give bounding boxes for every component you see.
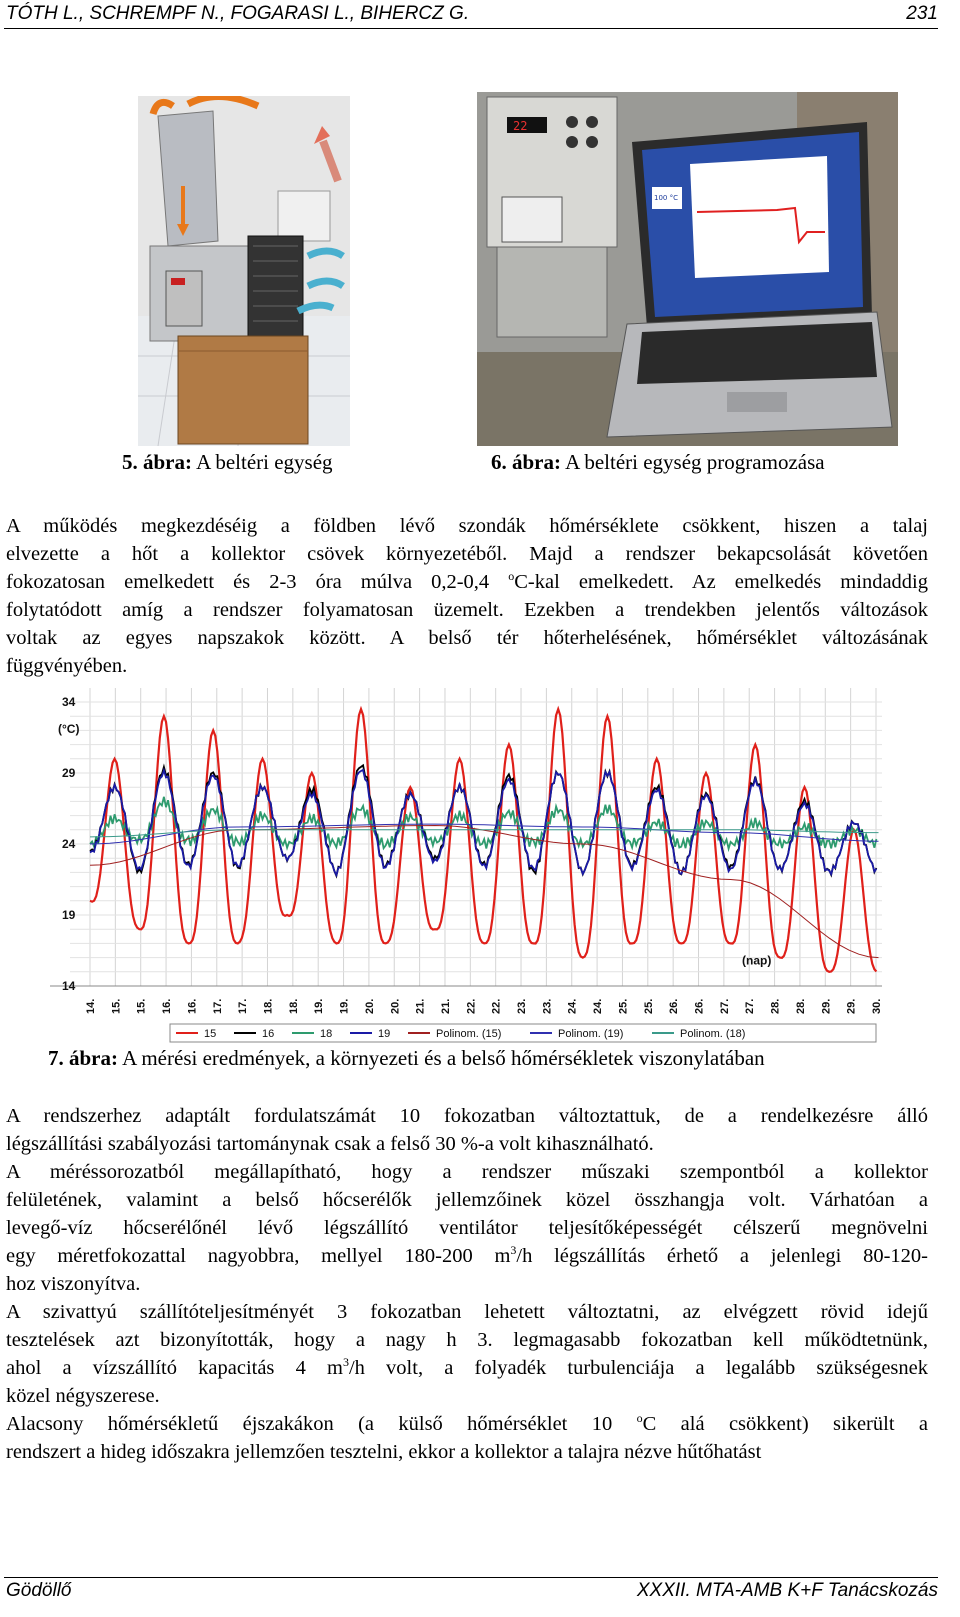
x-tick-label: 15. [135,998,148,1014]
y-tick-label: 29 [62,766,76,780]
figure6-caption [491,450,825,475]
text-fragment: /h volt, a folyadék turbulenciája a legalább szükségesnek [348,1357,928,1379]
text-line: elvezette a hőt a kollektor csövek környezetéből. Majd a rendszer bekapcsolását követően [6,543,928,565]
text-fragment: C alá csökkent) sikerült a [642,1413,928,1435]
text-fragment: fokozatosan emelkedett és 2-3 óra múlva 0,2-0,4 [6,571,509,593]
controller-display: 22 [513,119,528,133]
text-line: voltak az egyes napszakok között. A belső tér hőterhelésének, hőmérséklet változásának [6,627,928,649]
x-tick-label: 28. [769,998,782,1014]
x-tick-label: 28. [794,998,807,1014]
text-line: rendszert a hideg időszakra jellemzően tesztelni, ekkor a kollektor a talajra nézve hűtőhatást [6,1441,762,1463]
paragraph-2 [6,1102,928,1466]
x-tick-label: 20. [363,998,376,1014]
legend-label: 19 [378,1028,391,1040]
text-line [6,1410,928,1438]
x-tick-label: 15. [110,998,123,1014]
text-line: függvényében. [6,655,128,677]
x-tick-label: 17. [211,998,224,1014]
superscript: o [636,1411,643,1425]
x-tick-label: 26. [693,998,706,1014]
y-tick-label: 19 [62,908,76,922]
x-tick-label: 26. [668,998,681,1014]
figure6-text: A beltéri egység programozása [561,450,825,474]
x-tick-label: 19. [338,998,351,1014]
text-line [6,568,928,596]
legend-label: Polinom. (15) [436,1028,502,1040]
figure7-text: A mérési eredmények, a környezeti és a belső hőmérsékletek viszonylatában [118,1046,765,1070]
header-rule [4,28,938,29]
x-tick-label: 21. [439,998,452,1014]
temperature-chart [50,688,886,1044]
footer-location: Gödöllő [6,1580,72,1601]
text-line: közel négyszerese. [6,1385,160,1407]
x-tick-label: 25. [617,998,630,1014]
text-line: hoz viszonyítva. [6,1273,141,1295]
figure6-photo [477,92,898,446]
figure5-caption [122,450,333,475]
x-tick-label: 25. [642,998,655,1014]
legend-label: Polinom. (18) [680,1028,746,1040]
y-axis-label: (°C) [58,722,80,737]
footer-conference: XXXII. MTA-AMB K+F Tanácskozás [636,1580,938,1601]
text-fragment: C-kal emelkedett. Az emelkedés mindaddig [514,571,928,593]
figure5-text: A beltéri egység [192,450,333,474]
x-tick-label: 18. [262,998,275,1014]
figure7-chart [50,688,886,1044]
y-tick-label: 34 [62,695,76,709]
legend-label: Polinom. (19) [558,1028,624,1040]
superscript: o [508,569,515,583]
x-tick-label: 22. [465,998,478,1014]
legend-box [170,1024,876,1042]
text-line: folytatódott amíg a rendszer folyamatosan üzemelt. Ezekben a trendekben jelentős változások [6,599,928,621]
text-line: A rendszerhez adaptált fordulatszámát 10 fokozatban változtattuk, de a rendelkezésre álló [6,1105,928,1127]
x-tick-label: 24. [592,998,605,1014]
x-tick-label: 23. [541,998,554,1014]
x-tick-label: 16. [161,998,174,1014]
y-tick-label: 24 [62,837,76,851]
paragraph-1 [6,512,928,680]
text-fragment: egy méretfokozattal nagyobbra, mellyel 180-200 m [6,1245,511,1267]
y-tick-label: 14 [62,979,76,993]
figure7-caption [48,1046,765,1071]
legend-label: 16 [262,1028,275,1040]
x-tick-label: 21. [414,998,427,1014]
text-line: légszállítási szabályozási tartománynak csak a felső 30 %-a volt kihasználható. [6,1133,654,1155]
laptop-readout: 100 °C [654,194,678,202]
figure5-label: 5. ábra: [122,450,192,474]
running-header [0,0,960,30]
superscript: 3 [510,1243,517,1257]
figure5-photo [138,96,350,446]
figure7-label: 7. ábra: [48,1046,118,1070]
text-line: A szivattyú szállítóteljesítményét 3 fokozatban lehetett változtatni, az elvégzett rövid idejű [6,1301,928,1323]
text-fragment: Alacsony hőmérsékletű éjszakákon (a külső hőmérséklet 10 [6,1413,637,1435]
x-tick-label: 30. [871,998,883,1014]
text-line: A méréssorozatból megállapítható, hogy a rendszer műszaki szempontból a kollektor [6,1161,928,1183]
x-tick-label: 16. [186,998,199,1014]
figure6-label: 6. ábra: [491,450,561,474]
x-tick-label: 23. [516,998,529,1014]
superscript: 3 [342,1355,349,1369]
page-number: 231 [906,3,938,24]
legend-label: 15 [204,1028,217,1040]
x-tick-label: 29. [820,998,833,1014]
x-tick-label: 22. [490,998,503,1014]
text-line [6,1242,928,1270]
text-fragment: ahol a vízszállító kapacitás 4 m [6,1357,343,1379]
x-tick-label: 24. [566,998,579,1014]
legend-label: 18 [320,1028,333,1040]
text-line: A működés megkezdéséig a földben lévő szondák hőmérséklete csökkent, hiszen a talaj [6,515,928,537]
text-line: felületének, valamint a belső hőcserélők jellemzőinek közel összhangja volt. Várhatóan a [6,1189,928,1211]
text-line: tesztelések azt bizonyították, hogy a nagy h 3. legmagasabb fokozatban kell működtetnünk, [6,1329,928,1351]
footer-rule [4,1577,938,1578]
x-tick-label: 19. [313,998,326,1014]
x-tick-label: 29. [845,998,858,1014]
x-tick-label: 27. [744,998,757,1014]
x-tick-label: 17. [237,998,250,1014]
header-authors: TÓTH L., SCHREMPF N., FOGARASI L., BIHERCZ G. [6,3,470,24]
x-tick-label: 18. [287,998,300,1014]
x-tick-label: 20. [389,998,402,1014]
x-tick-label: 14. [85,998,97,1014]
text-line: levegő-víz hőcserélőnél lévő légszállító ventilátor teljesítőképességét célszerű megnövelni [6,1217,928,1239]
text-fragment: /h légszállítás érhető a jelenlegi 80-120- [516,1245,928,1267]
text-line [6,1354,928,1382]
x-axis-label: (nap) [742,953,772,968]
x-tick-label: 27. [718,998,731,1014]
